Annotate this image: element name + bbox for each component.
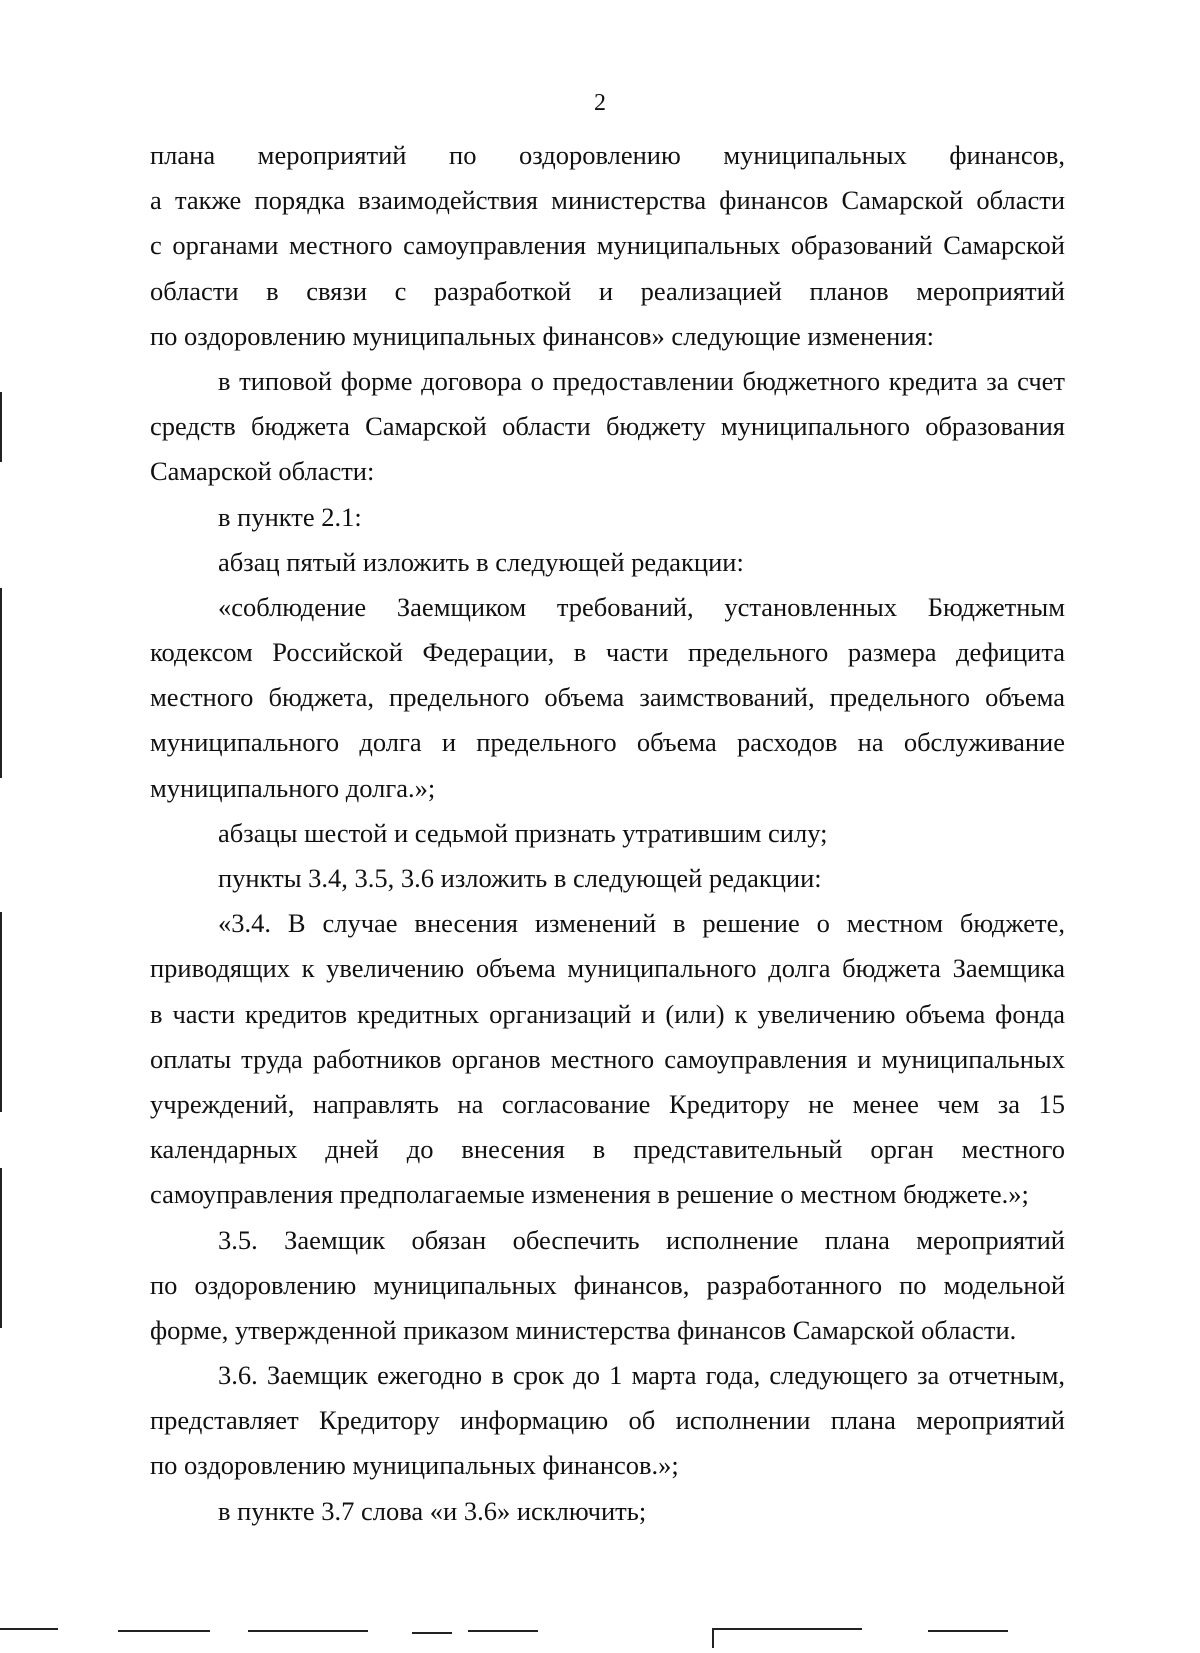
text-line: представляет Кредитору информацию об исполнении плана мероприятий bbox=[150, 1405, 1065, 1436]
scan-artifact bbox=[928, 1630, 1008, 1632]
scan-artifact bbox=[118, 1630, 210, 1632]
scan-artifact bbox=[412, 1632, 452, 1634]
scan-artifact bbox=[0, 1628, 58, 1630]
text-line: пункты 3.4, 3.5, 3.6 изложить в следующей редакции: bbox=[218, 863, 822, 893]
text-line: учреждений, направлять на согласование Кредитору не менее чем за 15 bbox=[150, 1088, 1065, 1119]
scan-artifact bbox=[0, 588, 2, 778]
text-line: местного бюджета, предельного объема заимствований, предельного объема bbox=[150, 682, 1065, 713]
text-line: муниципального долга.»; bbox=[150, 772, 436, 803]
page-number: 2 bbox=[594, 90, 606, 116]
text-line: кодексом Российской Федерации, в части предельного размера дефицита bbox=[150, 637, 1065, 668]
text-line: муниципального долга и предельного объема расходов на обслуживание bbox=[150, 727, 1065, 758]
text-line: а также порядка взаимодействия министерства финансов Самарской области bbox=[150, 185, 1065, 216]
scan-artifact bbox=[248, 1630, 368, 1632]
scan-artifact bbox=[0, 1168, 2, 1328]
scan-artifact bbox=[468, 1630, 538, 1632]
text-line: средств бюджета Самарской области бюджету муниципального образования bbox=[150, 411, 1065, 442]
text-line: форме, утвержденной приказом министерства финансов Самарской области. bbox=[150, 1314, 1017, 1345]
text-line: календарных дней до внесения в представительный орган местного bbox=[150, 1134, 1065, 1165]
document-body bbox=[150, 133, 1065, 1534]
text-line: оплаты труда работников органов местного самоуправления и муниципальных bbox=[150, 1043, 1065, 1074]
text-line: по оздоровлению муниципальных финансов» следующие изменения: bbox=[150, 320, 935, 351]
text-line: Самарской области: bbox=[150, 456, 375, 487]
scan-artifact bbox=[712, 1628, 714, 1648]
text-line: с органами местного самоуправления муниципальных образований Самарской bbox=[150, 230, 1065, 261]
text-line: в типовой форме договора о предоставлении бюджетного кредита за счет bbox=[218, 365, 1065, 396]
text-line: по оздоровлению муниципальных финансов, разработанного по модельной bbox=[150, 1269, 1065, 1300]
text-line: в части кредитов кредитных организаций и (или) к увеличению объема фонда bbox=[150, 998, 1065, 1029]
scan-artifact bbox=[712, 1628, 862, 1630]
scan-artifact bbox=[0, 912, 2, 1112]
text-line: по оздоровлению муниципальных финансов.»; bbox=[150, 1450, 679, 1481]
text-line: области в связи с разработкой и реализацией планов мероприятий bbox=[150, 275, 1065, 306]
text-line: «соблюдение Заемщиком требований, установленных Бюджетным bbox=[218, 591, 1065, 622]
text-line: 3.6. Заемщик ежегодно в срок до 1 марта года, следующего за отчетным, bbox=[218, 1360, 1065, 1391]
text-line: 3.5. Заемщик обязан обеспечить исполнение плана мероприятий bbox=[218, 1224, 1065, 1255]
text-line: абзац пятый изложить в следующей редакции: bbox=[218, 546, 744, 577]
text-line: плана мероприятий по оздоровлению муниципальных финансов, bbox=[150, 140, 1065, 170]
text-line: в пункте 3.7 слова «и 3.6» исключить; bbox=[218, 1495, 647, 1526]
scan-artifact bbox=[0, 392, 2, 462]
text-line: абзацы шестой и седьмой признать утратившим силу; bbox=[218, 817, 828, 848]
text-line: приводящих к увеличению объема муниципального долга бюджета Заемщика bbox=[150, 953, 1065, 984]
text-line: «3.4. В случае внесения изменений в решение о местном бюджете, bbox=[218, 908, 1065, 939]
text-line: в пункте 2.1: bbox=[218, 501, 362, 532]
text-line: самоуправления предполагаемые изменения в решение о местном бюджете.»; bbox=[150, 1179, 1029, 1210]
